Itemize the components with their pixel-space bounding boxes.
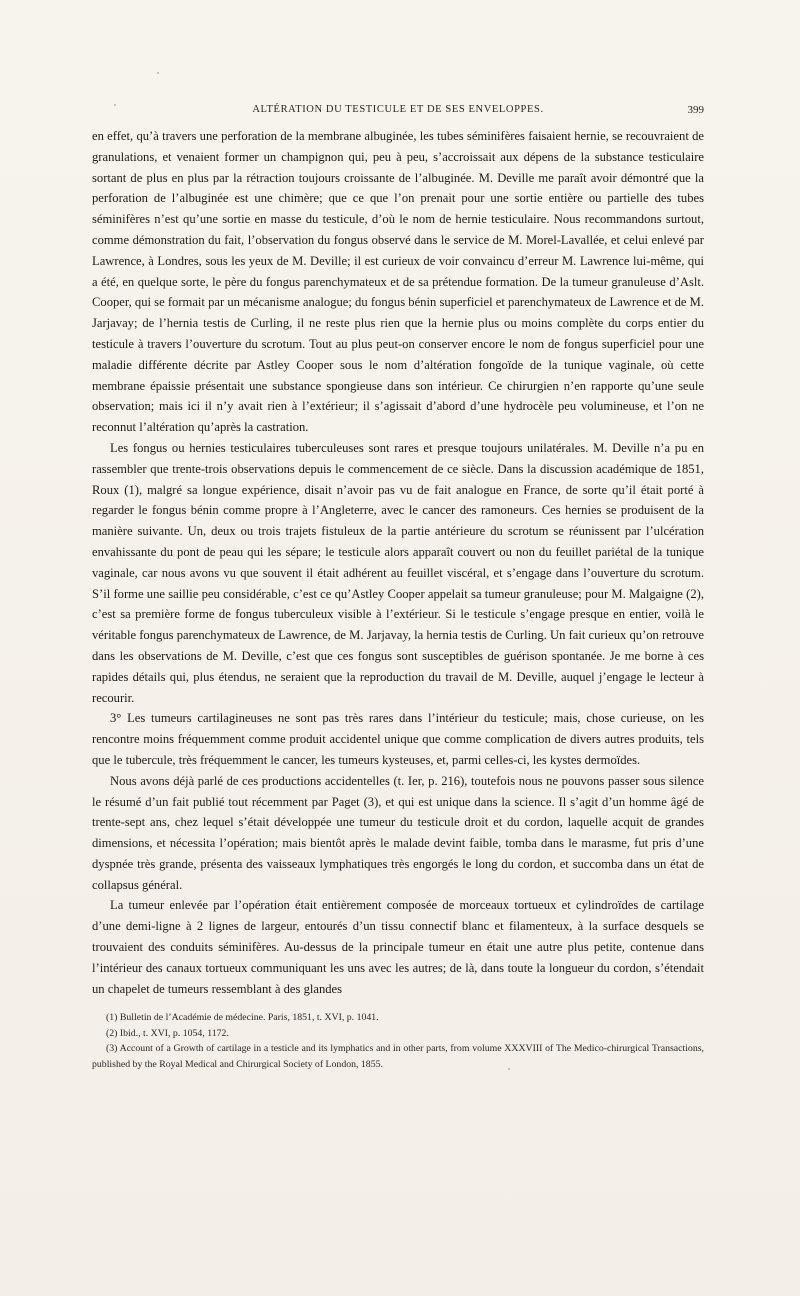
running-title: ALTÉRATION DU TESTICULE ET DE SES ENVELOPPES.	[252, 104, 544, 115]
paragraph: Les fongus ou hernies testiculaires tuberculeuses sont rares et presque toujours unilatérales. M. Deville n’a pu en rassembler que trente-trois observations depuis le commencement de ce siècle. Dans la discussion académique de 1851, Roux (1), malgré sa longue expérience, disait n’avoir pas vu de fait analogue en France, de sorte qu’il était porté à regarder le fongus bénin comme propre à l’Angleterre, avec le cancer des ramoneurs. Ces hernies se produisent de la manière suivante. Un, deux ou trois trajets fistuleux de la partie antérieure du scrotum se réunissent par l’ulcération envahissante du pont de peau qui les sépare; le testicule alors apparaît couvert ou non du feuillet pariétal de la tunique vaginale, car nous avons vu que souvent il était adhérent au feuillet viscéral, et s’engage dans l’ouverture du scrotum. S’il forme une saillie peu considérable, c’est ce qu’Astley Cooper appelait sa tumeur granuleuse; pour M. Malgaigne (2), c’est sa première forme de fongus tuberculeux visible à l’extérieur. Si le testicule s’engage presque en entier, voilà le véritable fongus parenchymateux de Lawrence, de M. Jarjavay, la hernia testis de Curling. Un fait curieux qu’on retrouve dans les observations de M. Deville, c’est que ces fongus sont susceptibles de guérison spontanée. Je me borne à ces rapides détails qui, plus étendus, ne seraient que la reproduction du travail de M. Deville, auquel j’engage le lecteur à recourir.	[92, 440, 704, 705]
footnotes	[92, 1010, 704, 1072]
page-number: 399	[687, 104, 704, 116]
paper-speck	[114, 104, 116, 106]
page-header	[92, 104, 704, 124]
footnote: (1) Bulletin de l’Académie de médecine. Paris, 1851, t. XVI, p. 1041.	[106, 1012, 379, 1023]
paragraph: 3° Les tumeurs cartilagineuses ne sont pas très rares dans l’intérieur du testicule; mais, chose curieuse, on les rencontre moins fréquemment comme produit accidentel unique que comme complication de divers autres produits, tels que le tubercule, très fréquemment le cancer, les tumeurs kysteuses, et, parmi celles-ci, les kystes dermoïdes.	[92, 711, 704, 767]
paper-speck	[508, 1068, 510, 1070]
paper-speck	[157, 72, 159, 74]
footnote: (2) Ibid., t. XVI, p. 1054, 1172.	[106, 1027, 229, 1039]
footnote: (3) Account of a Growth of cartilage in a testicle and its lymphatics and in other parts, from volume XXXVIII of The Medico-chirurgical Transactions, published by the Royal Medical and Chirurgical Society of London, 1855.	[92, 1043, 704, 1070]
paragraph: La tumeur enlevée par l’opération était entièrement composée de morceaux tortueux et cylindroïdes de cartilage d’une demi-ligne à 2 lignes de largeur, entourés d’un tissu connectif blanc et filamenteux, à la surface desquels se trouvaient des conduits séminifères. Au-dessus de la principale tumeur en était une autre plus petite, contenue dans l’intérieur des canaux tortueux communiquant les uns avec les autres; de là, dans toute la longueur du cordon, s’étendait un chapelet de tumeurs ressemblant à des glandes	[92, 898, 704, 996]
body-text	[92, 126, 704, 999]
paragraph: Nous avons déjà parlé de ces productions accidentelles (t. Ier, p. 216), toutefois nous ne pouvons passer sous silence le résumé d’un fait publié tout récemment par Paget (3), et qui est unique dans la science. Il s’agit d’un homme âgé de trente-sept ans, chez lequel s’était développée une tumeur du testicule droit et du cordon, laquelle acquit de grandes dimensions, et nécessita l’opération; mais bientôt après le malade devint faible, tomba dans le marasme, fut pris d’une dyspnée très grande, présenta des vaisseaux lymphatiques très engorgés le long du cordon, et succomba dans un état de collapsus général.	[92, 773, 704, 892]
paragraph: en effet, qu’à travers une perforation de la membrane albuginée, les tubes séminifères faisaient hernie, se recouvraient de granulations, et venaient former un champignon qui, peu à peu, s’accroissait aux dépens de la substance testiculaire sortant de plus en plus par la rétraction toujours croissante de l’albuginée. M. Deville me paraît avoir démontré que la perforation de l’albuginée est une chimère; que ce que l’on prenait pour une sortie entière ou partielle des tubes séminifères n’est qu’une sortie en masse du testicule, d’où le nom de hernie testiculaire. Nous recommandons surtout, comme démonstration du fait, l’observation du fongus observé dans le service de M. Morel-Lavallée, et celui enlevé par Lawrence, à Londres, sous les yeux de M. Deville; il est curieux de voir convaincu d’erreur M. Lawrence lui-même, qui a été, en quelque sorte, le père du fongus parenchymateux et de sa prétendue formation. De la tumeur granuleuse d’Aslt. Cooper, qui se formait par un mécanisme analogue; du fongus bénin superficiel et parenchymateux de Lawrence et de M. Jarjavay; de l’hernia testis de Curling, il ne reste plus rien que la hernie plus ou moins complète du corps entier du testicule à travers l’ouverture du scrotum. Tout au plus peut-on conserver encore le nom de fongus superficiel pour une maladie différente décrite par Astley Cooper sous le nom d’altération fongoïde de la tunique vaginale, où cette membrane épaissie présentait une substance spongieuse dans son intérieur. Ce chirurgien n’en rapporte qu’une seule observation; mais ici il n’y avait rien à l’extérieur; il s’agissait d’abord d’une hydrocèle peu volumineuse, et l’on ne reconnut l’altération qu’après la castration.	[92, 129, 704, 435]
